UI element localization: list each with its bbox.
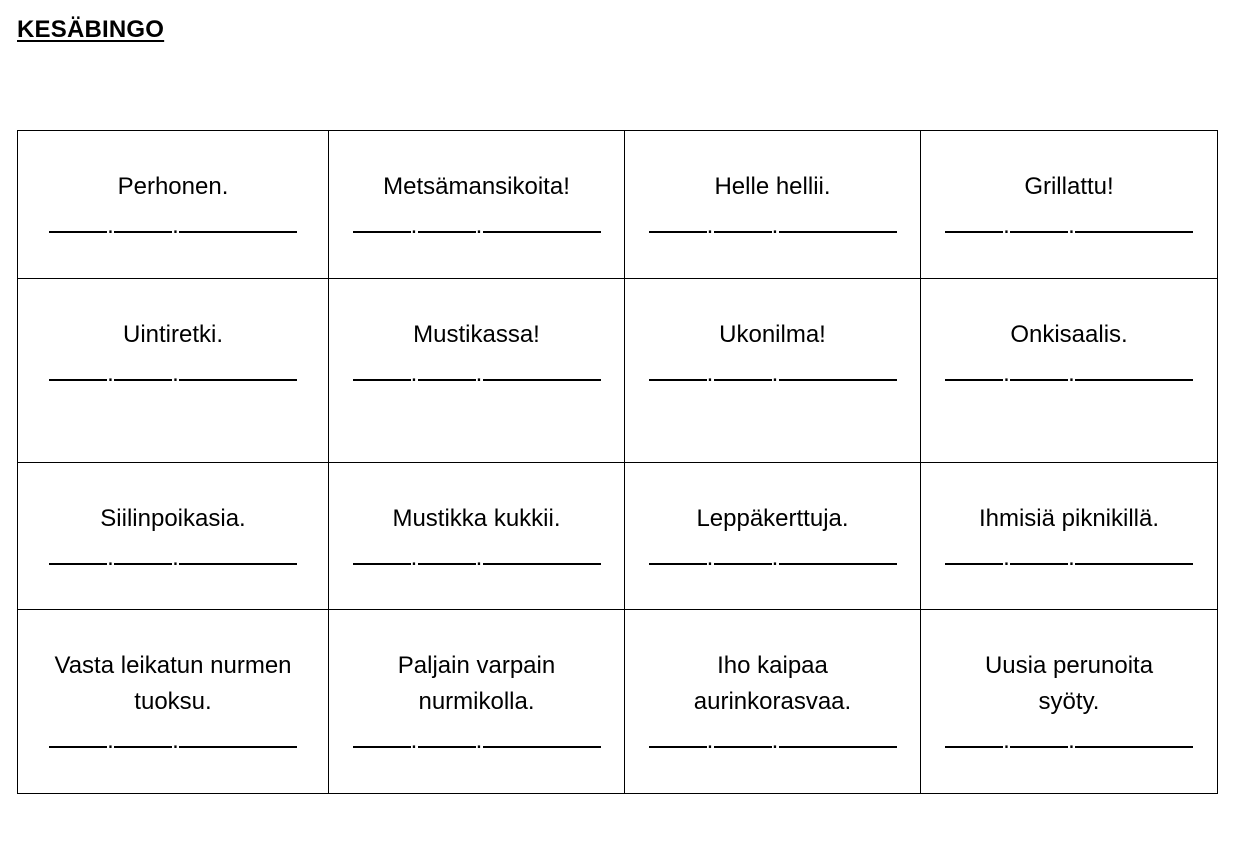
blank-line[interactable] — [945, 541, 1003, 565]
blank-line[interactable] — [1010, 209, 1068, 233]
blank-line[interactable] — [945, 357, 1003, 381]
date-separator: . — [771, 544, 779, 571]
date-separator: . — [1068, 360, 1075, 387]
date-separator: . — [475, 360, 483, 387]
date-answer-field[interactable] — [329, 357, 624, 388]
bingo-item-text: Paljain varpain nurmikolla. — [397, 652, 556, 715]
bingo-row — [18, 463, 1218, 610]
bingo-cell — [625, 610, 921, 794]
bingo-cell — [921, 610, 1218, 794]
date-answer-field[interactable] — [625, 209, 920, 240]
date-separator: . — [172, 727, 179, 754]
date-separator: . — [771, 727, 779, 754]
blank-line[interactable] — [945, 724, 1003, 748]
blank-line[interactable] — [649, 209, 707, 233]
blank-line[interactable] — [49, 724, 107, 748]
bingo-cell — [329, 131, 625, 279]
bingo-cell — [625, 463, 921, 610]
date-answer-field[interactable] — [921, 357, 1217, 388]
date-separator: . — [771, 360, 779, 387]
date-separator: . — [706, 727, 714, 754]
blank-line[interactable] — [714, 209, 772, 233]
bingo-item-text: Ukonilma! — [719, 321, 826, 348]
blank-line[interactable] — [353, 209, 411, 233]
blank-line[interactable] — [114, 724, 172, 748]
date-separator: . — [1003, 360, 1010, 387]
bingo-cell — [625, 279, 921, 463]
date-separator: . — [410, 212, 418, 239]
bingo-cell — [329, 279, 625, 463]
bingo-cell — [18, 463, 329, 610]
date-answer-field[interactable] — [329, 209, 624, 240]
bingo-item-text: Perhonen. — [117, 173, 229, 200]
blank-line[interactable] — [779, 209, 897, 233]
date-separator: . — [771, 212, 779, 239]
date-answer-field[interactable] — [329, 724, 624, 755]
bingo-cell — [625, 131, 921, 279]
bingo-cell — [18, 131, 329, 279]
date-separator: . — [1068, 212, 1075, 239]
page-title: KESÄBINGO — [17, 16, 165, 43]
bingo-cell — [921, 279, 1218, 463]
blank-line[interactable] — [179, 541, 297, 565]
date-separator: . — [1068, 727, 1075, 754]
bingo-item-text: Ihmisiä piknikillä. — [978, 505, 1160, 532]
date-answer-field[interactable] — [18, 209, 328, 240]
bingo-item-text: Helle hellii. — [714, 173, 831, 200]
blank-line[interactable] — [179, 724, 297, 748]
bingo-item-text: Vasta leikatun nurmen tuoksu. — [54, 652, 292, 715]
blank-line[interactable] — [1010, 724, 1068, 748]
date-separator: . — [475, 544, 483, 571]
bingo-cell — [921, 131, 1218, 279]
bingo-item-text: Iho kaipaa aurinkorasvaa. — [693, 652, 852, 715]
date-answer-field[interactable] — [18, 724, 328, 755]
date-answer-field[interactable] — [921, 209, 1217, 240]
date-answer-field[interactable] — [18, 541, 328, 572]
blank-line[interactable] — [179, 357, 297, 381]
date-answer-field[interactable] — [18, 357, 328, 388]
date-answer-field[interactable] — [329, 541, 624, 572]
date-separator: . — [1003, 544, 1010, 571]
date-separator: . — [1003, 727, 1010, 754]
blank-line[interactable] — [779, 541, 897, 565]
blank-line[interactable] — [418, 209, 476, 233]
date-separator: . — [107, 544, 114, 571]
bingo-item-text: Uintiretki. — [122, 321, 224, 348]
blank-line[interactable] — [418, 357, 476, 381]
blank-line[interactable] — [1075, 724, 1193, 748]
blank-line[interactable] — [353, 541, 411, 565]
blank-line[interactable] — [353, 357, 411, 381]
bingo-row — [18, 279, 1218, 463]
blank-line[interactable] — [1075, 209, 1193, 233]
bingo-row — [18, 610, 1218, 794]
bingo-item-text: Siilinpoikasia. — [100, 505, 246, 532]
bingo-item-text: Mustikassa! — [413, 321, 540, 348]
date-separator: . — [475, 727, 483, 754]
bingo-item-text: Grillattu! — [1024, 173, 1114, 200]
blank-line[interactable] — [483, 357, 601, 381]
blank-line[interactable] — [1075, 541, 1193, 565]
blank-line[interactable] — [49, 541, 107, 565]
date-separator: . — [1003, 212, 1010, 239]
blank-line[interactable] — [49, 209, 107, 233]
blank-line[interactable] — [649, 357, 707, 381]
date-separator: . — [107, 727, 114, 754]
blank-line[interactable] — [1010, 357, 1068, 381]
date-separator: . — [475, 212, 483, 239]
blank-line[interactable] — [714, 724, 772, 748]
bingo-item-text: Uusia perunoita syöty. — [984, 652, 1154, 715]
date-separator: . — [1068, 544, 1075, 571]
date-answer-field[interactable] — [921, 724, 1217, 755]
date-separator: . — [107, 212, 114, 239]
blank-line[interactable] — [714, 541, 772, 565]
blank-line[interactable] — [945, 209, 1003, 233]
blank-line[interactable] — [114, 209, 172, 233]
bingo-row — [18, 131, 1218, 279]
date-answer-field[interactable] — [921, 541, 1217, 572]
bingo-grid — [17, 130, 1218, 794]
date-answer-field[interactable] — [625, 541, 920, 572]
date-separator: . — [410, 360, 418, 387]
bingo-cell — [18, 279, 329, 463]
blank-line[interactable] — [1010, 541, 1068, 565]
date-separator: . — [706, 360, 714, 387]
blank-line[interactable] — [418, 724, 476, 748]
date-separator: . — [410, 544, 418, 571]
blank-line[interactable] — [418, 541, 476, 565]
date-separator: . — [107, 360, 114, 387]
blank-line[interactable] — [114, 357, 172, 381]
bingo-cell — [18, 610, 329, 794]
date-separator: . — [172, 544, 179, 571]
blank-line[interactable] — [483, 541, 601, 565]
bingo-cell — [921, 463, 1218, 610]
blank-line[interactable] — [779, 724, 897, 748]
blank-line[interactable] — [649, 724, 707, 748]
date-separator: . — [172, 212, 179, 239]
blank-line[interactable] — [114, 541, 172, 565]
date-answer-field[interactable] — [625, 724, 920, 755]
bingo-item-text: Metsämansikoita! — [383, 173, 570, 200]
blank-line[interactable] — [483, 724, 601, 748]
blank-line[interactable] — [179, 209, 297, 233]
blank-line[interactable] — [714, 357, 772, 381]
date-separator: . — [706, 544, 714, 571]
blank-line[interactable] — [483, 209, 601, 233]
blank-line[interactable] — [353, 724, 411, 748]
bingo-item-text: Mustikka kukkii. — [392, 505, 561, 532]
date-separator: . — [706, 212, 714, 239]
bingo-item-text: Leppäkerttuja. — [696, 505, 849, 532]
blank-line[interactable] — [649, 541, 707, 565]
date-separator: . — [172, 360, 179, 387]
blank-line[interactable] — [779, 357, 897, 381]
bingo-cell — [329, 610, 625, 794]
date-separator: . — [410, 727, 418, 754]
date-answer-field[interactable] — [625, 357, 920, 388]
bingo-item-text: Onkisaalis. — [1010, 321, 1128, 348]
blank-line[interactable] — [1075, 357, 1193, 381]
bingo-cell — [329, 463, 625, 610]
blank-line[interactable] — [49, 357, 107, 381]
